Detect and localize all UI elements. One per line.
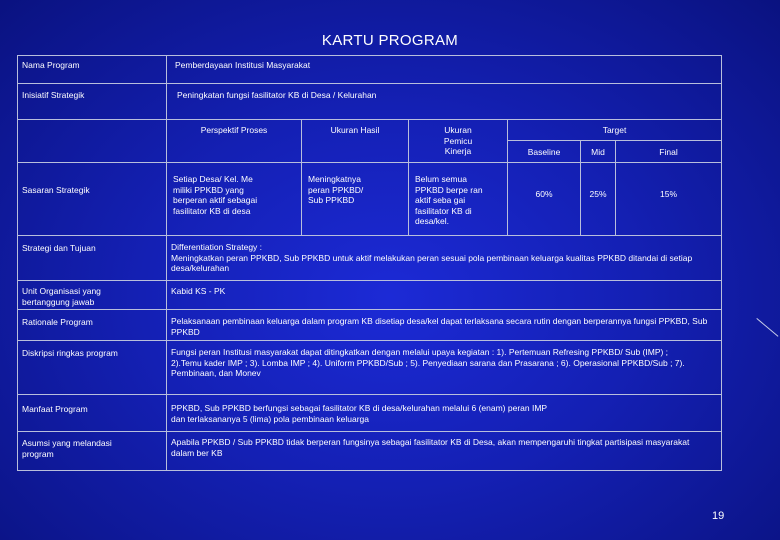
- header-target: Target: [507, 119, 722, 141]
- header-ukuran-pemicu: Ukuran Pemicu Kinerja: [408, 119, 508, 163]
- diskripsi-label: Diskripsi ringkas program: [17, 340, 167, 395]
- page-number: 19: [712, 510, 725, 522]
- sasaran-label: Sasaran Strategik: [17, 162, 167, 236]
- nama-program-value: Pemberdayaan Institusi Masyarakat: [166, 55, 722, 84]
- unit-value: Kabid KS - PK: [166, 280, 722, 310]
- header-final: Final: [615, 140, 722, 163]
- sasaran-mid: 25%: [580, 162, 616, 236]
- nama-program-label: Nama Program: [17, 55, 167, 84]
- sasaran-baseline: 60%: [507, 162, 581, 236]
- strategi-line2: Meningkatkan peran PPKBD, Sub PPKBD untuk aktif melakukan peran sesuai pola pembinaan keluarga kualitas PPKBD ditandai di setiap desa/kelurahan: [171, 252, 693, 273]
- header-blank: [17, 119, 167, 163]
- manfaat-value: PPKBD, Sub PPKBD berfungsi sebagai fasilitator KB di desa/kelurahan melalui 6 (enam) peran IMP dan terlaksananya 5 (lima) pola pembinaan keluarga: [166, 394, 722, 432]
- header-perspektif: Perspektif Proses: [166, 119, 302, 163]
- unit-label: Unit Organisasi yang bertanggung jawab: [17, 280, 167, 310]
- rationale-label: Rationale Program: [17, 309, 167, 341]
- header-mid: Mid: [580, 140, 616, 163]
- diskripsi-value: Fungsi peran Institusi masyarakat dapat ditingkatkan dengan melalui upaya kegiatan : 1). Pertemuan Refresing PPKBD/ Sub (IMP) ; 2).Temu kader IMP ; 3). Lomba IMP ; 4). Uniform PPKBD/Sub ; 5). Penyediaan sarana dan Prasarana ; 6). Operasional PPKBD/Sub ; 7). Pembinaan, dan Monev: [166, 340, 722, 395]
- asumsi-label: Asumsi yang melandasi program: [17, 431, 167, 471]
- strategi-label: Strategi dan Tujuan: [17, 235, 167, 281]
- strategi-line1: Differentiation Strategy :: [171, 242, 263, 252]
- sasaran-final: 15%: [615, 162, 722, 236]
- sasaran-perspektif: Setiap Desa/ Kel. Me miliki PPKBD yang berperan aktif sebagai fasilitator KB di desa: [166, 162, 302, 236]
- sasaran-ukuran-pemicu: Belum semua PPKBD berpe ran aktif seba gai fasilitator KB di desa/kel.: [408, 162, 508, 236]
- header-baseline: Baseline: [507, 140, 581, 163]
- strategi-value: [166, 235, 722, 281]
- sasaran-ukuran-hasil: Meningkatnya peran PPKBD/ Sub PPKBD: [301, 162, 409, 236]
- rationale-value: Pelaksanaan pembinaan keluarga dalam program KB disetiap desa/kel dapat terlaksana secara rutin dengan berperannya fungsi PPKBD, Sub PPKBD: [166, 309, 722, 341]
- inisiatif-value: Peningkatan fungsi fasilitator KB di Desa / Kelurahan: [166, 83, 722, 120]
- decorative-line: [756, 318, 778, 337]
- inisiatif-label: Inisiatif Strategik: [17, 83, 167, 120]
- header-ukuran-hasil: Ukuran Hasil: [301, 119, 409, 163]
- page-title: KARTU PROGRAM: [321, 32, 459, 49]
- manfaat-label: Manfaat Program: [17, 394, 167, 432]
- asumsi-value: Apabila PPKBD / Sub PPKBD tidak berperan fungsinya sebagai fasilitator KB di Desa, akan mempengaruhi tingkat partisipasi masyarakat dalam ber KB: [166, 431, 722, 471]
